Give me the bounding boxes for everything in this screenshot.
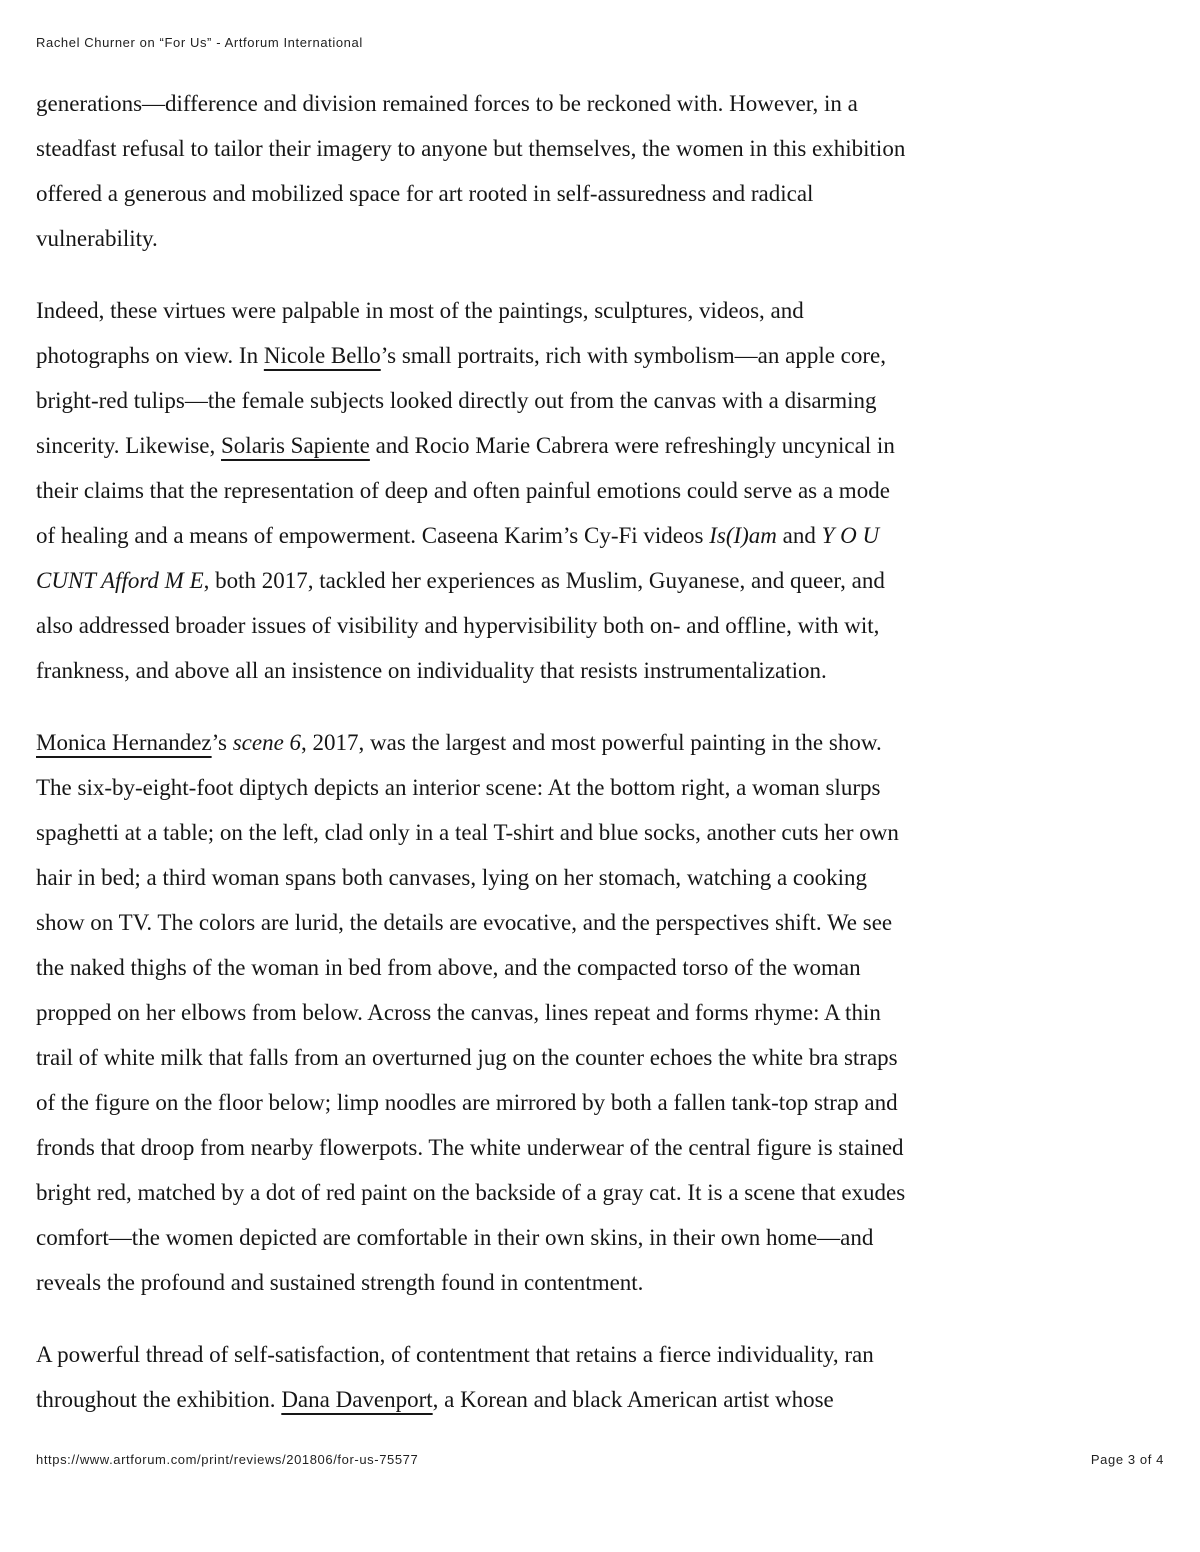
paragraph [36, 1332, 1156, 1422]
text-line [36, 1125, 1156, 1170]
text-run: show on TV. The colors are lurid, the details are evocative, and the perspectives shift. We see [36, 910, 893, 935]
text-run: frankness, and above all an insistence on individuality that resists instrumentalization. [36, 658, 827, 683]
artwork-title: Is(I)am [709, 523, 777, 548]
text-run: ’s small portraits, rich with symbolism—an apple core, [380, 343, 887, 368]
text-run: comfort—the women depicted are comfortable in their own skins, in their own home—and [36, 1225, 874, 1250]
text-run: spaghetti at a table; on the left, clad only in a teal T-shirt and blue socks, another cuts her own [36, 820, 899, 845]
text-line [36, 810, 1156, 855]
text-run: , a Korean and black American artist whose [432, 1387, 834, 1412]
text-run: propped on her elbows from below. Across the canvas, lines repeat and forms rhyme: A thin [36, 1000, 881, 1025]
text-line [36, 126, 1156, 171]
text-line [36, 558, 1156, 603]
text-run: and Rocio Marie Cabrera were refreshingly uncynical in [369, 433, 895, 458]
text-run: hair in bed; a third woman spans both canvases, lying on her stomach, watching a cooking [36, 865, 867, 890]
article-body [36, 81, 1156, 1422]
paragraph [36, 81, 1156, 261]
text-line [36, 945, 1156, 990]
text-run: bright red, matched by a dot of red paint on the backside of a gray cat. It is a scene that exudes [36, 1180, 906, 1205]
text-run: and [776, 523, 822, 548]
text-run: of the figure on the floor below; limp noodles are mirrored by both a fallen tank-top strap and [36, 1090, 898, 1115]
document-title: Rachel Churner on “For Us” - Artforum International [36, 35, 363, 50]
text-run: of healing and a means of empowerment. Caseena Karim’s Cy-Fi videos [36, 523, 710, 548]
text-run: photographs on view. In [36, 343, 264, 368]
artist-link[interactable]: Nicole Bello [263, 343, 381, 368]
text-line [36, 216, 1156, 261]
artwork-title: Y O U [821, 523, 880, 548]
text-line [36, 1332, 1156, 1377]
text-run: their claims that the representation of deep and often painful emotions could serve as a mode [36, 478, 890, 503]
text-run: offered a generous and mobilized space for art rooted in self-assuredness and radical [36, 181, 814, 206]
text-run: sincerity. Likewise, [36, 433, 222, 458]
text-run: generations—difference and division remained forces to be reckoned with. However, in a [36, 91, 858, 116]
text-run: bright-red tulips—the female subjects looked directly out from the canvas with a disarming [36, 388, 877, 413]
text-line [36, 513, 1156, 558]
text-line [36, 648, 1156, 693]
artist-link[interactable]: Solaris Sapiente [221, 433, 370, 458]
text-line [36, 1377, 1156, 1422]
text-run: A powerful thread of self-satisfaction, of contentment that retains a fierce individuality, ran [36, 1342, 874, 1367]
text-line [36, 378, 1156, 423]
text-line [36, 900, 1156, 945]
text-line [36, 288, 1156, 333]
artist-link[interactable]: Monica Hernandez [36, 730, 212, 755]
artwork-title: CUNT Afford M E [36, 568, 204, 593]
text-line [36, 720, 1156, 765]
text-line [36, 1035, 1156, 1080]
paragraph [36, 288, 1156, 693]
text-line [36, 171, 1156, 216]
text-line [36, 1170, 1156, 1215]
artwork-title: scene 6 [232, 730, 302, 755]
text-run: reveals the profound and sustained strength found in contentment. [36, 1270, 644, 1295]
text-run: the naked thighs of the woman in bed from above, and the compacted torso of the woman [36, 955, 861, 980]
text-line [36, 1080, 1156, 1125]
artist-link[interactable]: Dana Davenport [281, 1387, 433, 1412]
text-line [36, 81, 1156, 126]
text-line [36, 1260, 1156, 1305]
text-run: throughout the exhibition. [36, 1387, 282, 1412]
text-run: fronds that droop from nearby flowerpots. The white underwear of the central figure is stained [36, 1135, 904, 1160]
text-line [36, 765, 1156, 810]
print-header [36, 34, 363, 52]
text-run: also addressed broader issues of visibility and hypervisibility both on- and offline, with wit, [36, 613, 880, 638]
text-run: vulnerability. [36, 226, 158, 251]
text-run: Indeed, these virtues were palpable in most of the paintings, sculptures, videos, and [36, 298, 804, 323]
text-line [36, 603, 1156, 648]
text-line [36, 468, 1156, 513]
text-run: steadfast refusal to tailor their imagery to anyone but themselves, the women in this exhibition [36, 136, 906, 161]
source-url: https://www.artforum.com/print/reviews/201806/for-us-75577 [36, 1452, 419, 1467]
print-footer [36, 1452, 1164, 1467]
text-run: , 2017, was the largest and most powerful painting in the show. [301, 730, 882, 755]
paragraph [36, 720, 1156, 1305]
text-run: The six-by-eight-foot diptych depicts an interior scene: At the bottom right, a woman slurps [36, 775, 881, 800]
page-number: Page 3 of 4 [1090, 1452, 1164, 1467]
text-line [36, 855, 1156, 900]
text-run: , both 2017, tackled her experiences as Muslim, Guyanese, and queer, and [203, 568, 885, 593]
text-line [36, 990, 1156, 1035]
text-run: trail of white milk that falls from an overturned jug on the counter echoes the white bra straps [36, 1045, 898, 1070]
text-run: ’s [211, 730, 233, 755]
text-line [36, 333, 1156, 378]
text-line [36, 423, 1156, 468]
text-line [36, 1215, 1156, 1260]
